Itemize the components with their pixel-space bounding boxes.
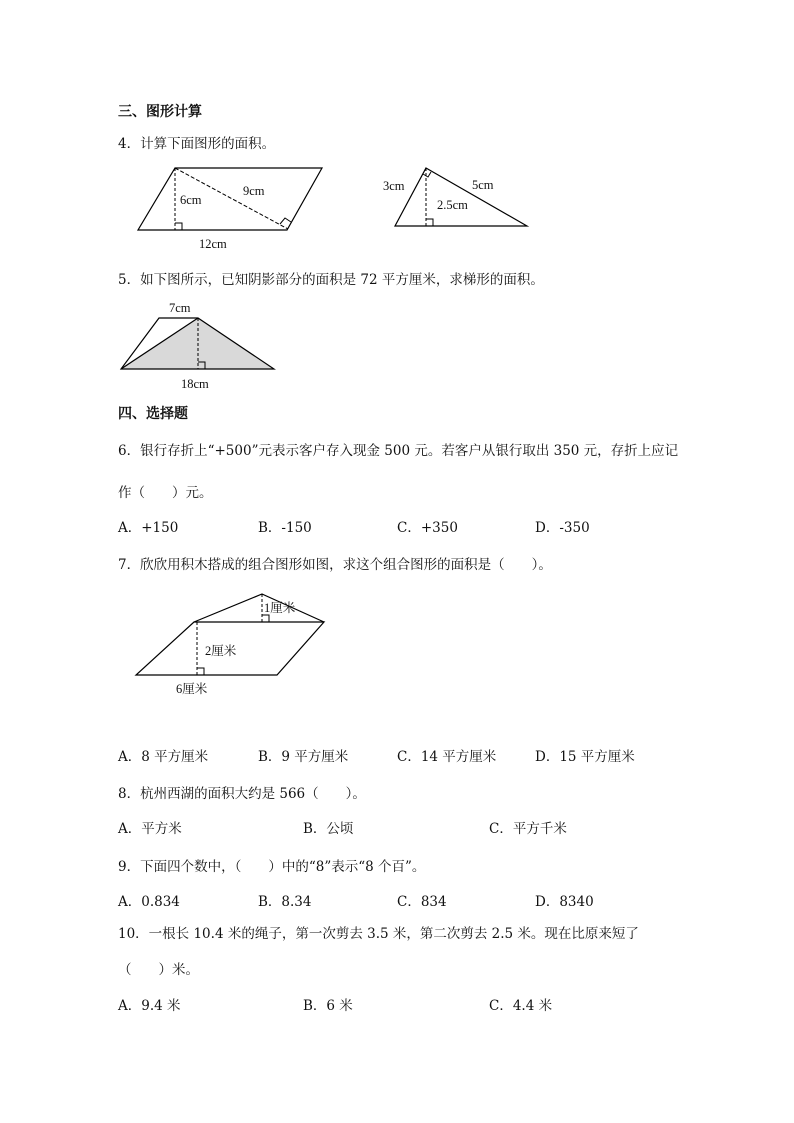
q9-option-b[interactable]: B．8.34 — [258, 894, 312, 910]
q9-option-c[interactable]: C．834 — [397, 894, 447, 910]
q7-option-c[interactable]: C．14 平方厘米 — [397, 749, 497, 765]
q8-option-a[interactable]: A．平方米 — [118, 821, 182, 837]
trapezoid-top-label: 7cm — [169, 301, 191, 315]
section-3-title: 三、图形计算 — [118, 104, 202, 120]
question-6-line-2: 作（ ）元。 — [118, 485, 213, 501]
q10-option-a[interactable]: A．9.4 米 — [118, 998, 181, 1014]
composite-triangle-height-label: 1厘米 — [264, 601, 296, 615]
q8-option-c[interactable]: C．平方千米 — [489, 821, 567, 837]
q10-option-b[interactable]: B．6 米 — [303, 998, 353, 1014]
composite-parallelogram-height-label: 2厘米 — [205, 644, 237, 658]
q7-option-d[interactable]: D．15 平方厘米 — [535, 749, 635, 765]
q9-option-a[interactable]: A．0.834 — [118, 894, 180, 910]
question-9-text: 9．下面四个数中，（ ）中的“8”表示“8 个百”。 — [118, 859, 426, 875]
triangle-side-label: 3cm — [383, 179, 405, 193]
question-6-line-1: 6．银行存折上“+500”元表示客户存入现金 500 元。若客户从银行取出 350 元，存折上应记 — [118, 443, 679, 459]
parallelogram-height-label: 6cm — [180, 193, 202, 207]
parallelogram-diagonal-label: 9cm — [243, 184, 265, 198]
question-8-text: 8．杭州西湖的面积大约是 566（ ）。 — [118, 786, 366, 802]
trapezoid-base-label: 18cm — [181, 377, 209, 391]
triangle-height-label: 2.5cm — [437, 198, 468, 212]
q6-option-b[interactable]: B．-150 — [258, 520, 312, 536]
q9-option-d[interactable]: D．8340 — [535, 894, 594, 910]
question-10-line-1: 10．一根长 10.4 米的绳子，第一次剪去 3.5 米，第二次剪去 2.5 米。现在比原来短了 — [118, 926, 639, 942]
q6-option-d[interactable]: D．-350 — [535, 520, 590, 536]
triangle-hypotenuse-label: 5cm — [472, 178, 494, 192]
q10-option-c[interactable]: C．4.4 米 — [489, 998, 553, 1014]
question-7-text: 7．欣欣用积木搭成的组合图形如图，求这个组合图形的面积是（ ）。 — [118, 557, 552, 573]
question-5-text: 5．如下图所示，已知阴影部分的面积是 72 平方厘米，求梯形的面积。 — [118, 272, 544, 288]
q7-option-b[interactable]: B．9 平方厘米 — [258, 749, 349, 765]
q7-option-a[interactable]: A．8 平方厘米 — [118, 749, 209, 765]
q6-option-a[interactable]: A．+150 — [118, 520, 179, 536]
question-10-line-2: （ ）米。 — [118, 962, 199, 978]
composite-base-label: 6厘米 — [176, 682, 208, 696]
question-4-text: 4．计算下面图形的面积。 — [118, 136, 276, 152]
q6-option-c[interactable]: C．+350 — [397, 520, 458, 536]
section-4-title: 四、选择题 — [118, 406, 188, 422]
q8-option-b[interactable]: B．公顷 — [303, 821, 354, 837]
parallelogram-base-label: 12cm — [199, 237, 227, 251]
